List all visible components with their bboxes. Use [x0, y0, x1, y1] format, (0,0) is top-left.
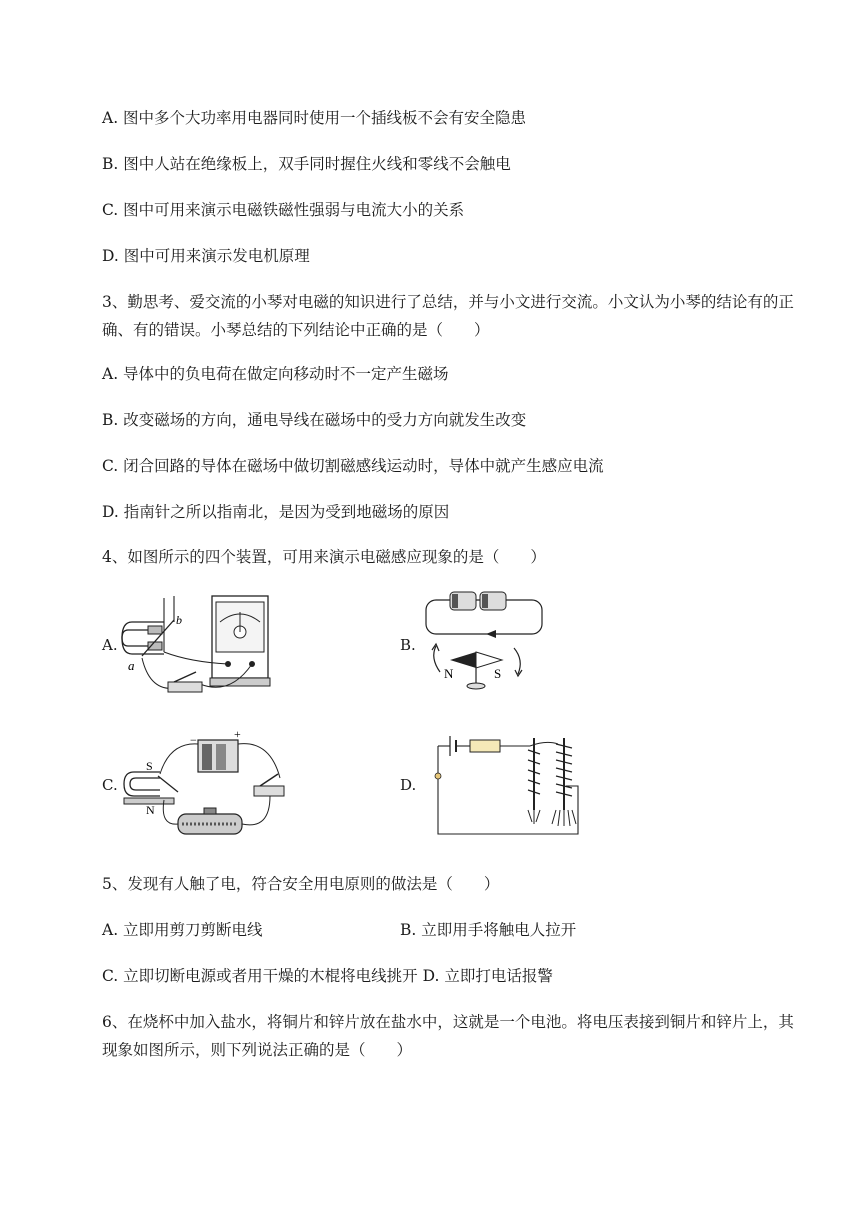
q3-stem-line1: 3、勤思考、爱交流的小琴对电磁的知识进行了总结，并与小文进行交流。小文认为小琴的结论有的正 — [102, 293, 794, 311]
q3-stem-line2: 确、有的错误。小琴总结的下列结论中正确的是（ ） — [102, 321, 490, 339]
figure-c-label: C. — [102, 776, 118, 794]
fig-c-label-plus: + — [234, 730, 241, 741]
fig-b-label-n: N — [444, 666, 454, 681]
fig-c-label-n: N — [146, 803, 155, 817]
fig-c-label-minus: − — [190, 733, 197, 747]
q5-option-c-d: C. 立即切断电源或者用干燥的木棍将电线挑开 D. 立即打电话报警 — [102, 967, 553, 985]
fig-c-label-s: S — [146, 759, 153, 773]
fig-a-label-a: a — [128, 658, 135, 673]
q2-option-a: A. 图中多个大功率用电器同时使用一个插线板不会有安全隐患 — [102, 109, 527, 127]
q2-option-b: B. 图中人站在绝缘板上，双手同时握住火线和零线不会触电 — [102, 155, 511, 173]
q3-option-a: A. 导体中的负电荷在做定向移动时不一定产生磁场 — [102, 365, 449, 383]
fig-b-label-s: S — [494, 666, 502, 681]
figure-a-label: A. — [102, 636, 118, 654]
figure-d-electromagnet-apparatus — [430, 730, 590, 840]
figure-a-induction-apparatus — [120, 592, 280, 702]
q2-option-c: C. 图中可用来演示电磁铁磁性强弱与电流大小的关系 — [102, 201, 465, 219]
q4-stem: 4、如图所示的四个装置，可用来演示电磁感应现象的是（ ） — [102, 548, 546, 566]
q5-option-b: B. 立即用手将触电人拉开 — [400, 921, 577, 939]
figure-c-motor-apparatus — [120, 730, 296, 850]
q3-option-d: D. 指南针之所以指南北，是因为受到地磁场的原因 — [102, 503, 450, 521]
q6-stem-line1: 6、在烧杯中加入盐水，将铜片和锌片放在盐水中，这就是一个电池。将电压表接到铜片和锌片上，其 — [102, 1013, 794, 1031]
figure-b-oersted-apparatus — [420, 588, 550, 694]
q5-stem: 5、发现有人触了电，符合安全用电原则的做法是（ ） — [102, 875, 500, 893]
figure-d-label: D. — [400, 776, 417, 794]
q6-stem-line2: 现象如图所示，则下列说法正确的是（ ） — [102, 1041, 413, 1059]
fig-a-label-b: b — [176, 613, 182, 627]
figure-b-label: B. — [400, 636, 416, 654]
q3-option-c: C. 闭合回路的导体在磁场中做切割磁感线运动时，导体中就产生感应电流 — [102, 457, 604, 475]
q3-option-b: B. 改变磁场的方向，通电导线在磁场中的受力方向就发生改变 — [102, 411, 527, 429]
q5-option-a: A. 立即用剪刀剪断电线 — [102, 921, 263, 939]
q2-option-d: D. 图中可用来演示发电机原理 — [102, 247, 310, 265]
